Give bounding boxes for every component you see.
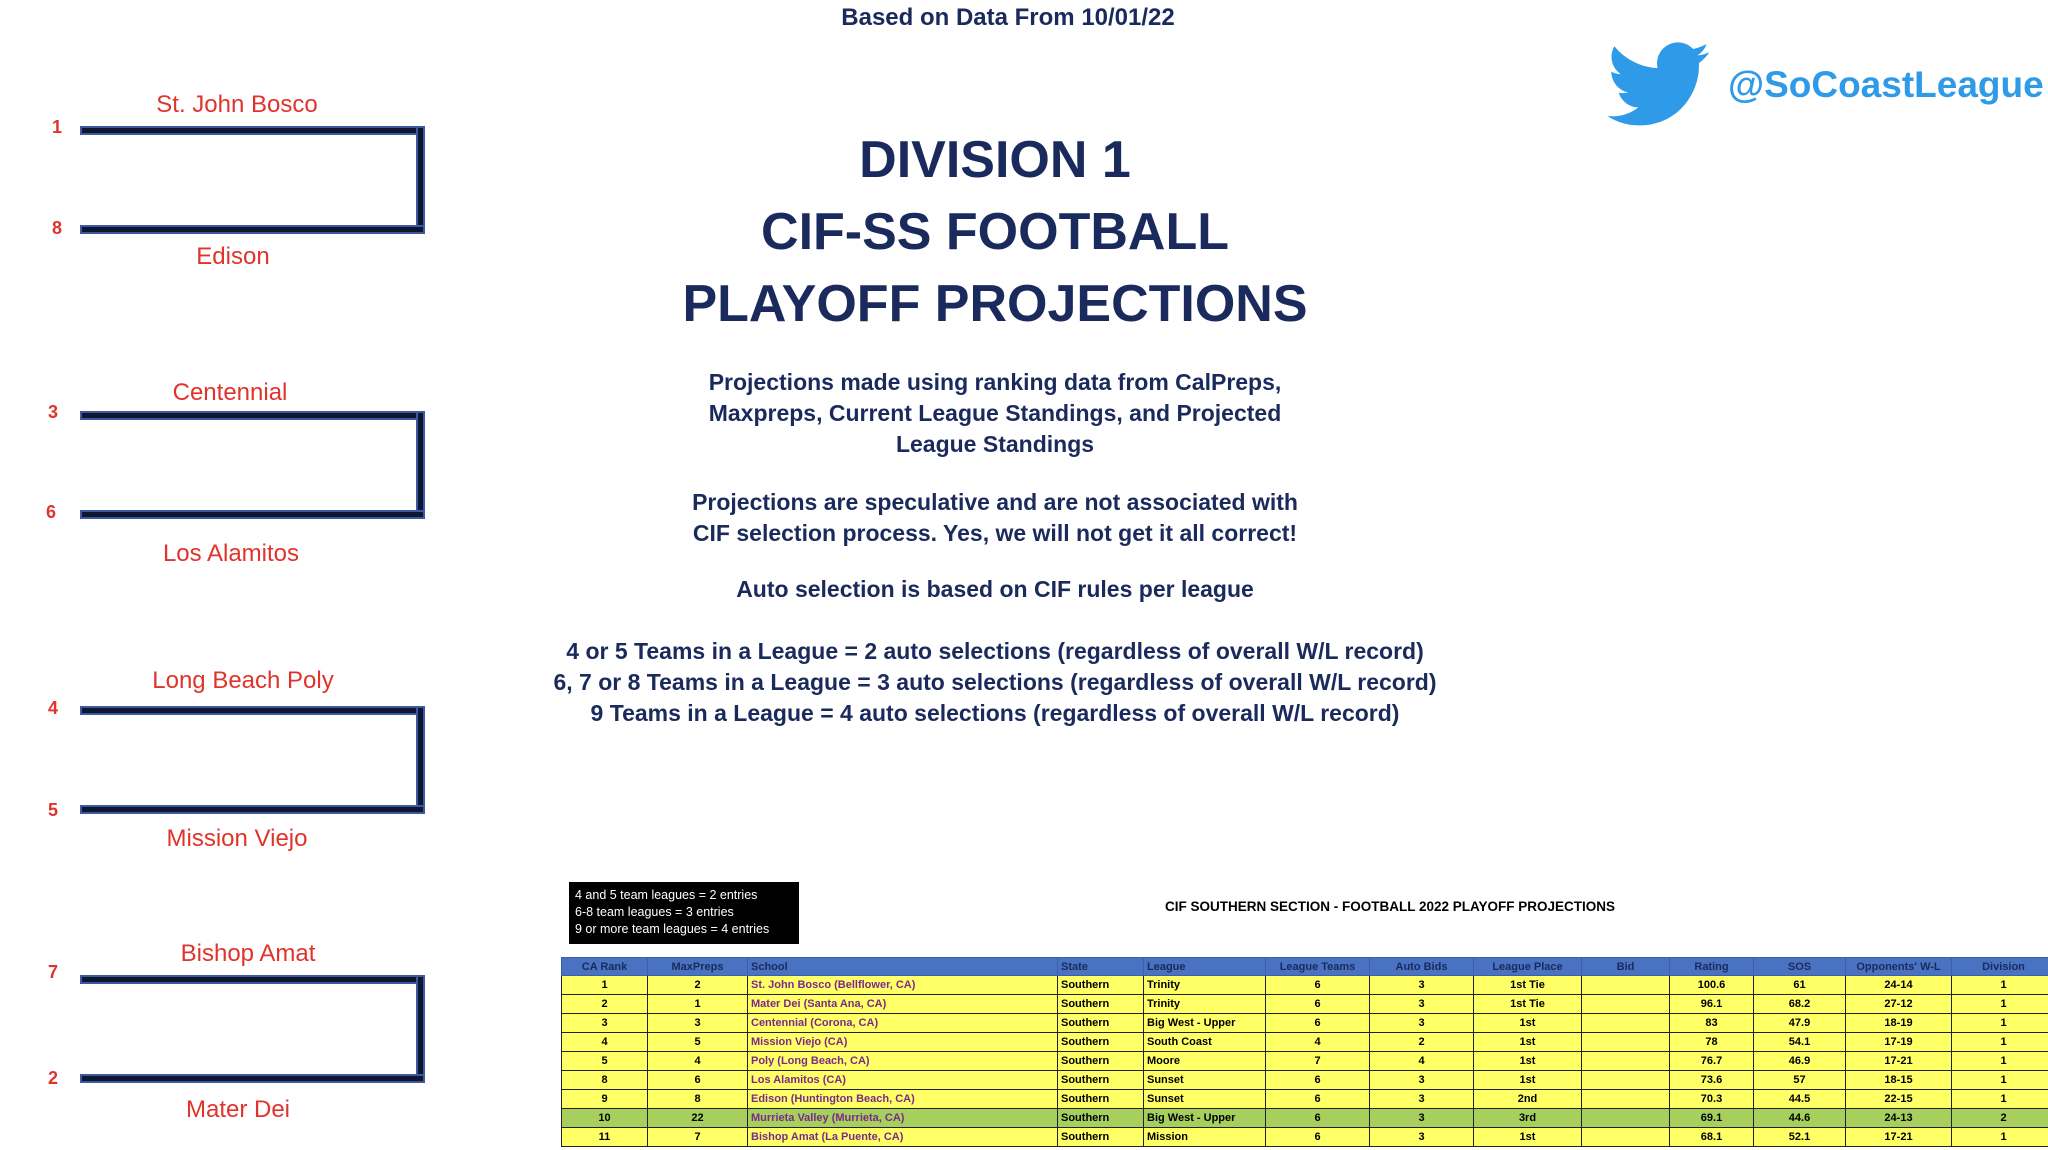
bracket-line <box>80 975 425 984</box>
bracket-seed: 5 <box>48 800 59 820</box>
cell-maxpreps: 4 <box>648 1052 748 1071</box>
bracket-line <box>416 706 425 814</box>
cell-school: Poly (Long Beach, CA) <box>748 1052 1058 1071</box>
cell-league: Mission <box>1144 1128 1266 1147</box>
cell-league: Sunset <box>1144 1071 1266 1090</box>
cell-ca-rank: 1 <box>562 976 648 995</box>
cell-rating: 100.6 <box>1670 976 1754 995</box>
cell-rating: 83 <box>1670 1014 1754 1033</box>
bracket-team-bottom: Mater Dei <box>185 1096 291 1123</box>
cell-division: 1 <box>1952 995 2048 1014</box>
cell-opp-wl: 18-19 <box>1846 1014 1952 1033</box>
cell-school: Mission Viejo (CA) <box>748 1033 1058 1052</box>
cell-league-place: 2nd <box>1474 1090 1582 1109</box>
cell-bid <box>1582 1090 1670 1109</box>
bracket-line <box>80 411 425 420</box>
disclaimer-line: Projections are speculative and are not associated with <box>692 489 1298 515</box>
cell-auto-bids: 3 <box>1370 995 1474 1014</box>
bracket-line <box>80 1074 425 1083</box>
cell-bid <box>1582 995 1670 1014</box>
cell-opp-wl: 18-15 <box>1846 1071 1952 1090</box>
table-row[interactable] <box>562 976 2048 995</box>
cell-sos: 46.9 <box>1754 1052 1846 1071</box>
cell-ca-rank: 5 <box>562 1052 648 1071</box>
cell-ca-rank: 10 <box>562 1109 648 1128</box>
data-date-header: Based on Data From 10/01/22 <box>841 4 1175 31</box>
cell-rating: 78 <box>1670 1033 1754 1052</box>
auto-selection-rules <box>520 636 1470 729</box>
cell-state: Southern <box>1058 1128 1144 1147</box>
cell-state: Southern <box>1058 1033 1144 1052</box>
twitter-bird-icon[interactable] <box>1596 30 1718 138</box>
cell-league-teams: 6 <box>1266 1128 1370 1147</box>
cell-state: Southern <box>1058 1109 1144 1128</box>
title-cif-football: CIF-SS FOOTBALL <box>761 203 1229 261</box>
cell-sos: 44.6 <box>1754 1109 1846 1128</box>
cell-division: 1 <box>1952 1014 2048 1033</box>
bracket-seed: 1 <box>52 117 63 137</box>
col-header-sos[interactable]: SOS <box>1754 958 1846 976</box>
bracket-team-bottom: Edison <box>196 243 270 270</box>
bracket-line <box>416 126 425 234</box>
bracket-matchup <box>80 411 425 519</box>
cell-maxpreps: 6 <box>648 1071 748 1090</box>
bracket-line <box>416 411 425 519</box>
cell-auto-bids: 4 <box>1370 1052 1474 1071</box>
cell-league-place: 1st <box>1474 1033 1582 1052</box>
bracket-seed: 7 <box>48 962 59 982</box>
methodology-line: Maxpreps, Current League Standings, and Projected <box>708 400 1282 426</box>
col-header-division[interactable]: Division <box>1952 958 2048 976</box>
methodology-line: Projections made using ranking data from CalPreps, <box>708 369 1282 395</box>
cell-sos: 57 <box>1754 1071 1846 1090</box>
cell-bid <box>1582 1014 1670 1033</box>
cell-school: Edison (Huntington Beach, CA) <box>748 1090 1058 1109</box>
table-body <box>562 976 2048 1147</box>
cell-division: 2 <box>1952 1109 2048 1128</box>
cell-ca-rank: 3 <box>562 1014 648 1033</box>
legend-line: 4 and 5 team leagues = 2 entries <box>575 888 758 902</box>
col-header-maxpreps[interactable]: MaxPreps <box>648 958 748 976</box>
cell-school: Centennial (Corona, CA) <box>748 1014 1058 1033</box>
col-header-league-teams[interactable]: League Teams <box>1266 958 1370 976</box>
col-header-school[interactable]: School <box>748 958 1058 976</box>
table-row[interactable] <box>562 1052 2048 1071</box>
col-header-league[interactable]: League <box>1144 958 1266 976</box>
projections-table <box>561 957 2048 1147</box>
cell-auto-bids: 3 <box>1370 1109 1474 1128</box>
cell-league-place: 1st <box>1474 1128 1582 1147</box>
cell-league-teams: 6 <box>1266 1071 1370 1090</box>
cell-league-teams: 6 <box>1266 1109 1370 1128</box>
cell-league: Sunset <box>1144 1090 1266 1109</box>
cell-auto-bids: 3 <box>1370 1128 1474 1147</box>
cell-sos: 54.1 <box>1754 1033 1846 1052</box>
bracket-seed: 8 <box>52 218 63 238</box>
cell-maxpreps: 1 <box>648 995 748 1014</box>
col-header-rating[interactable]: Rating <box>1670 958 1754 976</box>
cell-auto-bids: 3 <box>1370 1071 1474 1090</box>
bracket-team-top: Bishop Amat <box>180 940 316 967</box>
col-header-auto-bids[interactable]: Auto Bids <box>1370 958 1474 976</box>
cell-league: Big West - Upper <box>1144 1109 1266 1128</box>
cell-division: 1 <box>1952 1033 2048 1052</box>
cell-school: Murrieta Valley (Murrieta, CA) <box>748 1109 1058 1128</box>
cell-league-teams: 6 <box>1266 1014 1370 1033</box>
bracket-team-top: St. John Bosco <box>156 91 318 118</box>
col-header-ca-rank[interactable]: CA Rank <box>562 958 648 976</box>
cell-maxpreps: 8 <box>648 1090 748 1109</box>
cell-sos: 52.1 <box>1754 1128 1846 1147</box>
cell-league-teams: 7 <box>1266 1052 1370 1071</box>
cell-opp-wl: 22-15 <box>1846 1090 1952 1109</box>
cell-auto-bids: 3 <box>1370 1090 1474 1109</box>
rule-line: 9 Teams in a League = 4 auto selections (regardless of overall W/L record) <box>590 700 1400 726</box>
col-header-league-place[interactable]: League Place <box>1474 958 1582 976</box>
table-row[interactable] <box>562 995 2048 1014</box>
cell-league-place: 1st Tie <box>1474 995 1582 1014</box>
cell-bid <box>1582 1128 1670 1147</box>
cell-rating: 68.1 <box>1670 1128 1754 1147</box>
cell-rating: 70.3 <box>1670 1090 1754 1109</box>
cell-school: Los Alamitos (CA) <box>748 1071 1058 1090</box>
cell-maxpreps: 5 <box>648 1033 748 1052</box>
cell-opp-wl: 27-12 <box>1846 995 1952 1014</box>
col-header-state[interactable]: State <box>1058 958 1144 976</box>
bracket-line <box>80 706 425 715</box>
cell-division: 1 <box>1952 1090 2048 1109</box>
bracket-line <box>80 805 425 814</box>
methodology-text <box>520 367 1470 460</box>
cell-bid <box>1582 1071 1670 1090</box>
cell-ca-rank: 11 <box>562 1128 648 1147</box>
cell-league-place: 3rd <box>1474 1109 1582 1128</box>
bracket-seed: 3 <box>48 402 59 422</box>
cell-league: South Coast <box>1144 1033 1266 1052</box>
bracket-seed: 4 <box>48 698 59 718</box>
cell-ca-rank: 4 <box>562 1033 648 1052</box>
cell-league-teams: 6 <box>1266 1090 1370 1109</box>
bracket-seed: 6 <box>46 502 57 522</box>
cell-league-place: 1st Tie <box>1474 976 1582 995</box>
col-header-bid[interactable]: Bid <box>1582 958 1670 976</box>
title-playoff-projections: PLAYOFF PROJECTIONS <box>682 275 1308 333</box>
cell-rating: 96.1 <box>1670 995 1754 1014</box>
legend-line: 6-8 team leagues = 3 entries <box>575 905 734 919</box>
bracket-line <box>416 975 425 1083</box>
table-row[interactable] <box>562 1071 2048 1090</box>
cell-maxpreps: 22 <box>648 1109 748 1128</box>
methodology-line: League Standings <box>895 431 1095 457</box>
cell-rating: 69.1 <box>1670 1109 1754 1128</box>
cell-state: Southern <box>1058 1071 1144 1090</box>
cell-state: Southern <box>1058 1090 1144 1109</box>
cell-bid <box>1582 1052 1670 1071</box>
cell-league-teams: 4 <box>1266 1033 1370 1052</box>
bracket-matchup <box>80 706 425 814</box>
cell-sos: 44.5 <box>1754 1090 1846 1109</box>
table-row[interactable] <box>562 1109 2048 1128</box>
cell-ca-rank: 8 <box>562 1071 648 1090</box>
cell-division: 1 <box>1952 1128 2048 1147</box>
cell-bid <box>1582 1109 1670 1128</box>
disclaimer-text <box>520 487 1470 549</box>
cell-league-place: 1st <box>1474 1071 1582 1090</box>
cell-league: Moore <box>1144 1052 1266 1071</box>
cell-bid <box>1582 976 1670 995</box>
cell-rating: 76.7 <box>1670 1052 1754 1071</box>
cell-league-place: 1st <box>1474 1052 1582 1071</box>
cell-school: St. John Bosco (Bellflower, CA) <box>748 976 1058 995</box>
cell-school: Mater Dei (Santa Ana, CA) <box>748 995 1058 1014</box>
table-row[interactable] <box>562 1033 2048 1052</box>
cell-state: Southern <box>1058 976 1144 995</box>
cell-league-place: 1st <box>1474 1014 1582 1033</box>
table-row[interactable] <box>562 1014 2048 1033</box>
bracket-line <box>80 510 425 519</box>
cell-rating: 73.6 <box>1670 1071 1754 1090</box>
cell-sos: 61 <box>1754 976 1846 995</box>
cell-state: Southern <box>1058 1014 1144 1033</box>
cell-league-teams: 6 <box>1266 976 1370 995</box>
cell-opp-wl: 17-21 <box>1846 1128 1952 1147</box>
bracket-team-bottom: Mission Viejo <box>166 825 308 852</box>
table-header-row <box>562 958 2048 976</box>
rule-line: 4 or 5 Teams in a League = 2 auto selections (regardless of overall W/L record) <box>566 638 1424 664</box>
bracket-line <box>80 126 425 135</box>
cell-opp-wl: 24-13 <box>1846 1109 1952 1128</box>
cell-auto-bids: 3 <box>1370 1014 1474 1033</box>
bracket-seed: 2 <box>48 1068 59 1088</box>
cell-opp-wl: 17-19 <box>1846 1033 1952 1052</box>
bracket-team-bottom: Los Alamitos <box>162 540 300 567</box>
rule-line: 6, 7 or 8 Teams in a League = 3 auto selections (regardless of overall W/L record) <box>553 669 1437 695</box>
cell-maxpreps: 2 <box>648 976 748 995</box>
cell-sos: 68.2 <box>1754 995 1846 1014</box>
cell-division: 1 <box>1952 1052 2048 1071</box>
entries-legend <box>569 882 799 944</box>
cell-league-teams: 6 <box>1266 995 1370 1014</box>
cell-division: 1 <box>1952 1071 2048 1090</box>
cell-ca-rank: 2 <box>562 995 648 1014</box>
cell-state: Southern <box>1058 995 1144 1014</box>
table-title: CIF SOUTHERN SECTION - FOOTBALL 2022 PLAYOFF PROJECTIONS <box>1164 899 1616 914</box>
cell-maxpreps: 7 <box>648 1128 748 1147</box>
twitter-handle[interactable]: @SoCoastLeague <box>1728 64 2044 105</box>
title-division: DIVISION 1 <box>859 131 1131 189</box>
cell-division: 1 <box>1952 976 2048 995</box>
bracket-team-top: Centennial <box>172 379 288 406</box>
bracket-team-top: Long Beach Poly <box>152 667 334 694</box>
cell-auto-bids: 2 <box>1370 1033 1474 1052</box>
bracket-line <box>80 225 425 234</box>
bracket-matchup <box>80 975 425 1083</box>
cell-league: Trinity <box>1144 976 1266 995</box>
cell-bid <box>1582 1033 1670 1052</box>
cell-league: Trinity <box>1144 995 1266 1014</box>
table-row[interactable] <box>562 1090 2048 1109</box>
cell-league: Big West - Upper <box>1144 1014 1266 1033</box>
cell-sos: 47.9 <box>1754 1014 1846 1033</box>
auto-selection-text: Auto selection is based on CIF rules per league <box>736 576 1254 602</box>
cell-maxpreps: 3 <box>648 1014 748 1033</box>
cell-auto-bids: 3 <box>1370 976 1474 995</box>
col-header-opponents-wl[interactable]: Opponents' W-L <box>1846 958 1952 976</box>
legend-line: 9 or more team leagues = 4 entries <box>575 922 770 936</box>
bracket-matchup <box>80 126 425 234</box>
disclaimer-line: CIF selection process. Yes, we will not get it all correct! <box>692 520 1298 546</box>
cell-state: Southern <box>1058 1052 1144 1071</box>
cell-ca-rank: 9 <box>562 1090 648 1109</box>
cell-opp-wl: 17-21 <box>1846 1052 1952 1071</box>
cell-opp-wl: 24-14 <box>1846 976 1952 995</box>
table-row[interactable] <box>562 1128 2048 1147</box>
cell-school: Bishop Amat (La Puente, CA) <box>748 1128 1058 1147</box>
